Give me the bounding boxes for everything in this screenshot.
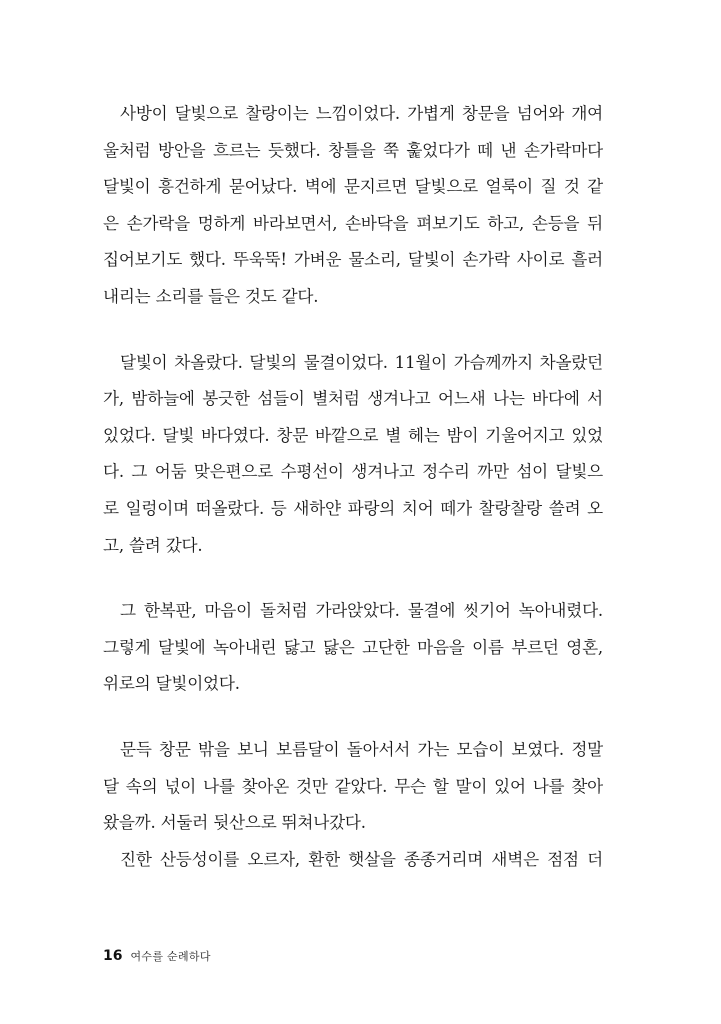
text-line: 내리는 소리를 들은 것도 같다. <box>103 286 319 306</box>
text-line: 다. 그 어둠 맞은편으로 수평선이 생겨나고 정수리 까만 섬이 달빛으 <box>103 462 603 482</box>
page-footer <box>103 945 211 964</box>
text-line: 진한 산등성이를 오르자, 환한 햇살을 종종거리며 새벽은 점점 더 <box>120 849 603 869</box>
text-line: 달 속의 넋이 나를 찾아온 것만 같았다. 무슨 할 말이 있어 나를 찾아 <box>103 776 603 796</box>
paragraph-4 <box>103 732 603 842</box>
body-text <box>103 96 603 878</box>
text-line: 위로의 달빛이었다. <box>103 674 240 694</box>
paragraph-gap <box>103 703 603 732</box>
text-line: 사방이 달빛으로 찰랑이는 느낌이었다. 가볍게 창문을 넘어와 개여 <box>120 104 603 123</box>
text-line: 은 손가락을 멍하게 바라보면서, 손바닥을 펴보기도 하고, 손등을 뒤 <box>103 213 603 233</box>
paragraph-2 <box>103 345 603 565</box>
paragraph-5 <box>103 842 603 879</box>
page-number: 16 <box>103 948 123 964</box>
paragraph-gap <box>103 316 603 345</box>
paragraph-1 <box>103 96 603 316</box>
text-line: 문득 창문 밖을 보니 보름달이 돌아서서 가는 모습이 보였다. 정말 <box>120 739 603 759</box>
text-line: 로 일렁이며 떠올랐다. 등 새하얀 파랑의 치어 떼가 찰랑찰랑 쓸려 오 <box>103 498 603 518</box>
text-line: 그 한복판, 마음이 돌처럼 가라앉았다. 물결에 씻기어 녹아내렸다. <box>120 601 603 621</box>
text-line: 달빛이 흥건하게 묻어났다. 벽에 문지르면 달빛으로 얼룩이 질 것 같 <box>103 177 603 197</box>
text-line: 달빛이 차올랐다. 달빛의 물결이었다. 11월이 가슴께까지 차올랐던 <box>120 352 603 372</box>
text-line: 그렇게 달빛에 녹아내린 닳고 닳은 고단한 마음을 이름 부르던 영혼, <box>103 637 603 657</box>
paragraph-3 <box>103 593 603 703</box>
text-line: 가, 밤하늘에 봉긋한 섬들이 별처럼 생겨나고 어느새 나는 바다에 서 <box>103 389 603 409</box>
paragraph-gap <box>103 564 603 593</box>
text-line: 집어보기도 했다. 뚜욱뚝! 가벼운 물소리, 달빛이 손가락 사이로 흘러 <box>103 250 603 270</box>
text-line: 왔을까. 서둘러 뒷산으로 뛰쳐나갔다. <box>103 813 366 833</box>
book-title: 여수를 순례하다 <box>130 950 211 963</box>
text-line: 울처럼 방안을 흐르는 듯했다. 창틀을 쭉 훑었다가 떼 낸 손가락마다 <box>103 140 603 160</box>
text-line: 있었다. 달빛 바다였다. 창문 바깥으로 별 헤는 밤이 기울어지고 있었 <box>103 425 603 445</box>
text-line: 고, 쓸려 갔다. <box>103 535 203 555</box>
